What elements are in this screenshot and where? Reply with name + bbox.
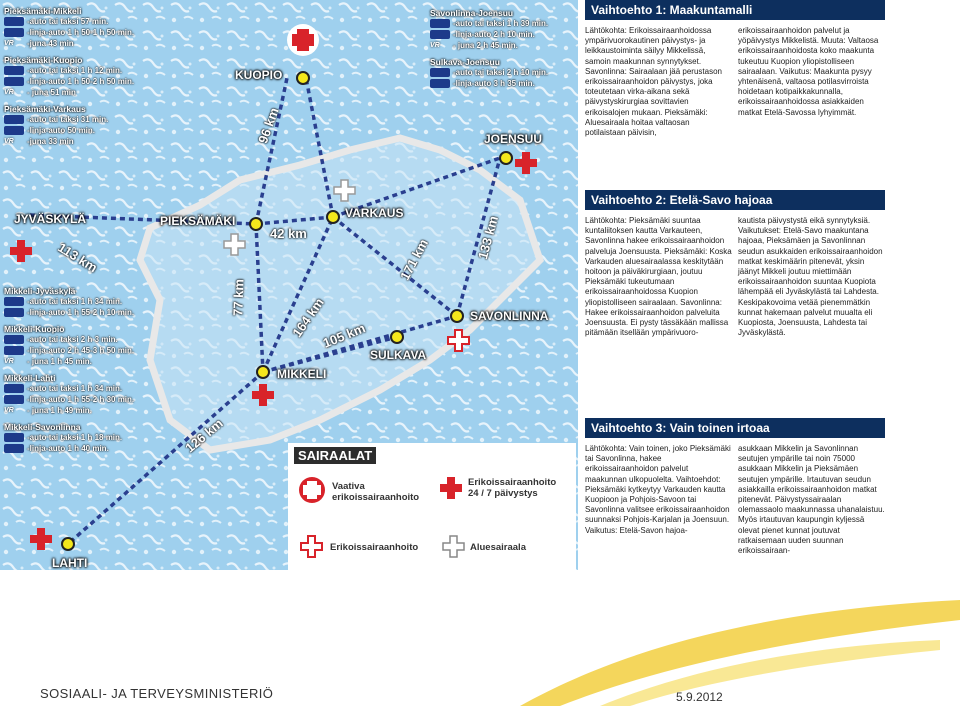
route-title: Pieksämäki-Kuopio [4,55,83,65]
city-savonlinna: SAVONLINNA [470,309,549,323]
route-line [4,356,174,367]
ministry-logo-text: SOSIAALI- JA TERVEYSMINISTERIÖ [40,686,274,701]
route-time: -auto tai taksi 31 min. [27,115,109,124]
city-mikkeli: MIKKELI [277,367,327,381]
city-jyvaskyla: JYVÄSKYLÄ [14,212,87,226]
route-block [4,324,174,367]
route-line [4,87,174,98]
slide-date: 5.9.2012 [676,690,723,704]
bus-icon [4,444,24,453]
route-time: -auto tai taksi 2 h 10 min. [453,68,549,77]
distance-label: 171 km [397,236,432,283]
section-2 [585,190,885,418]
travel-times-top [4,6,174,153]
route-line [4,76,174,87]
route-title: Pieksämäki-Varkaus [4,104,86,114]
route-title: Mikkeli-Lahti [4,373,56,383]
route-time: -auto tai taksi 1 h 39 min. [453,19,549,28]
sulkava-dot [391,331,403,343]
section-heading: Vaihtoehto 3: Vain toinen irtoaa [585,418,885,438]
route-time: -auto tai taksi 57 min. [27,17,109,26]
route-line [4,432,174,443]
section-text-left: Lähtökohta: Pieksämäki suuntaa kuntaliitoksen kautta Varkauteen, Savonlinna hakee erikoissairaanhoidon palveluja Joensuusta. Pieksämäki: Koska Varkauden aluesairaalassa keskitytään hoitoon ja päiväkirurgiaan, joutuu Pieksämäki tukeutumaan erikoissairaanhoidossa Kuopion yliopistolliseen sairaalaan. Savonlinna: Hakee erikoissairaanhoidon palveluita Joensuusta. Ei pysty tässäkään mallissa pitämään itsellään ympärivuoro- [585,216,732,338]
section-heading: Vaihtoehto 2: Etelä-Savo hajoaa [585,190,885,210]
route-line [4,114,174,125]
train-icon: VR [4,138,14,145]
city-varkaus: VARKAUS [345,206,404,220]
route-line [4,405,174,416]
route-line [430,67,578,78]
bus-icon [430,79,450,88]
route-title: Mikkeli-Kuopio [4,324,65,334]
map-panel [0,0,578,570]
travel-times-right [430,8,578,95]
route-line [4,296,174,307]
route-line [4,136,174,147]
route-title: Pieksämäki-Mikkeli [4,6,82,16]
mikkeli-dot [257,366,269,378]
route-line [430,78,578,89]
route-time: -auto tai taksi 1 h 18 min. [27,433,123,442]
varkaus-dot [327,211,339,223]
route-time: -linja-auto 2 h 10 min. [453,30,535,39]
distance-label: 126 km [182,415,226,456]
route-title: Savonlinna-Joensuu [430,8,514,18]
route-title: Mikkeli-Savonlinna [4,422,81,432]
city-lahti: LAHTI [52,556,88,570]
route-block [4,422,174,454]
route-block [4,286,174,318]
distance-label: 77 km [230,278,247,317]
route-time: -juna 43 min [27,39,74,48]
car-icon [4,115,24,124]
section-heading: Vaihtoehto 1: Maakuntamalli [585,0,885,20]
bus-icon [4,28,24,37]
city-sulkava: SULKAVA [370,348,427,362]
train-icon: VR [4,358,14,365]
route-line [4,394,174,405]
savonlinna-dot [451,310,463,322]
legend-alue: Aluesairaala [470,542,526,553]
car-icon [4,297,24,306]
route-title: Sulkava-Joensuu [430,57,500,67]
bus-icon [430,30,450,39]
kuopio-dot [297,72,309,84]
bus-icon [4,308,24,317]
car-icon [4,17,24,26]
distance-label: 113 km [55,239,101,276]
distance-label: 96 km [255,105,282,146]
route-time: -linja-auto 2 h 45-3 h 50 min. [27,346,135,355]
route-title: Mikkeli-Jyväskylä [4,286,76,296]
bus-icon [4,126,24,135]
legend-vaativa: Vaativa erikoissairaanhoito [332,481,420,503]
section-1 [585,0,885,190]
section-text-left: Lähtökohta: Erikoissairaanhoidossa ympärivuorokautinen päivystys- ja leikkaustoiminta säilyy Mikkelissä, samoin maakunnan synnytykset. Savonlinna: Sairaalaan jää perustason erikoissairaanhoidon päivystys, joka toteutetaan virka-aikana sekä päivystyskirurgiaa sovittavien erikoisalojen mukaan. Pieksämäki: Aluesairaala hoitaa valtaosan potilaistaan päivisin, [585,26,722,138]
car-icon [4,384,24,393]
route-block [4,55,174,98]
route-line [4,65,174,76]
joensuu-dot [500,152,512,164]
city-pieksamaki: PIEKSÄMÄKI [160,214,236,228]
legend-erik-247: Erikoissairaanhoito 24 / 7 päivystys [468,477,557,499]
route-time: -linja-auto 1 h 55-2 h 10 min. [27,308,135,317]
car-icon [430,19,450,28]
route-line [4,334,174,345]
hospital-legend [288,443,576,570]
city-joensuu: JOENSUU [484,132,543,146]
route-block [4,373,174,416]
route-line [4,38,174,49]
train-icon: VR [4,40,14,47]
bus-icon [4,395,24,404]
route-line [4,443,174,454]
route-time: - juna 1 h 49 min. [27,406,92,415]
route-time: - juna 51 min [27,88,76,97]
route-line [4,27,174,38]
hospital-cross-vaativa-icon [287,24,319,56]
route-time: - juna 2 h 45 min. [453,41,518,50]
route-line [430,29,578,40]
route-time: -linja-auto 1 h 55-2 h 30 min. [27,395,135,404]
route-line [430,18,578,29]
car-icon [430,68,450,77]
route-time: -linja-auto 3 h 35 min. [453,79,535,88]
car-icon [4,66,24,75]
route-time: -linja-auto 1 h 40 min. [27,444,109,453]
route-time: -linja-auto 1 h 50-1 h 50 min. [27,28,135,37]
route-block [4,104,174,147]
route-time: -linja-auto 1 h 50-2 h 50 min. [27,77,135,86]
route-time: -auto tai taksi 2 h 3 min. [27,335,118,344]
route-line [4,16,174,27]
article-text [585,0,885,570]
section-text-right: erikoissairaanhoidon palvelut ja yöpäivystys Mikkelistä. Muuta: Valtaosa erikoissairaanhoidosta koko maakunta tukeutuu Kuopion yliopistolliseen sairaalaan. Vaikutus: Maakunta pysyy yhtenäisenä, valtaosa potilasvirroista hoidetaan kotipaikkakunnalla, erikoissairaanhoidossa asiakkaiden matkat Etelä-Savossa lyhyimmät. [738,26,879,117]
route-block [430,57,578,89]
train-icon: VR [4,89,14,96]
distance-label: 164 km [289,295,327,340]
legend-title: SAIRAALAT [294,447,376,464]
route-time: -linja-auto 50 min. [27,126,96,135]
distance-label: 133 km [475,214,501,261]
route-time: -auto tai taksi 1 h 34 min. [27,297,123,306]
route-line [4,307,174,318]
section-text-right: asukkaan Mikkelin ja Savonlinnan seutujen ympärille tai noin 75000 asukkaan Mikkelin ja Pieksämäen seutujen ympärille. Irtautuvan seudun asiakkailla erikoissairaanhoidon matkat pitenevät. Päivystyssairaalan olemassaolo maakunnassa uhanalaistuu. Myös irtautuvan kaupungin kyljessä olevat pienet kunnat joutuvat ratkaisemaan uuden suunnan erikoissairaan- [738,444,885,556]
route-block [430,8,578,51]
train-icon: VR [4,407,14,414]
route-time: - juna 1 h 45 min. [27,357,92,366]
distance-label: 42 km [270,226,307,241]
route-time: -auto tai taksi 1 h 34 min. [27,384,123,393]
section-text-right: kautista päivystystä eikä synnytyksiä. Vaikutukset: Etelä-Savo maakuntana hajoaa, Pieksämäen ja Savonlinnan seudun asukkaiden erikoissairaanhoidon matkat keskimäärin pitenevät, yksin jäänyt Mikkeli joutuu miettimään erikoissairaanhoidon suuntaa Kuopiota lähempää eli Jyväskylästä tai Lahdesta. Keskipakovoima vetää pienemmätkin kunnat hakemaan palvelut muualta eli Kuopiosta, Joensuusta, Lahdesta tai Jyväskylästä. [738,216,883,338]
travel-times-lower [4,286,174,460]
legend-erik: Erikoissairaanhoito [330,542,419,553]
train-icon: VR [430,42,440,49]
lahti-dot [62,538,74,550]
distance-label: 105 km [320,320,368,351]
section-3 [585,418,885,556]
car-icon [4,335,24,344]
route-block [4,6,174,49]
section-text-left: Lähtökohta: Vain toinen, joko Pieksämäki tai Savonlinna, hakee erikoissairaanhoidon palvelut maakunnan ulkopuolelta. Vaihtoehdot: Pieksämäki kytkeytyy Varkauden kautta Kuopioon ja Pohjois-Savoon tai Savonlinna valitsee erikoissairaanhoidon suunnaksi Pohjois-Karjalan ja Joensuun. Vaikutus: Etelä-Savon hajoa- [585,444,731,535]
city-kuopio: KUOPIO [235,68,283,82]
bus-icon [4,346,24,355]
pieksamaki-dot [250,218,262,230]
route-line [4,345,174,356]
route-line [4,125,174,136]
route-time: -juna 33 min [27,137,74,146]
route-time: -auto tai taksi 1 h 12 min. [27,66,123,75]
route-line [430,40,578,51]
car-icon [4,433,24,442]
route-line [4,383,174,394]
bus-icon [4,77,24,86]
